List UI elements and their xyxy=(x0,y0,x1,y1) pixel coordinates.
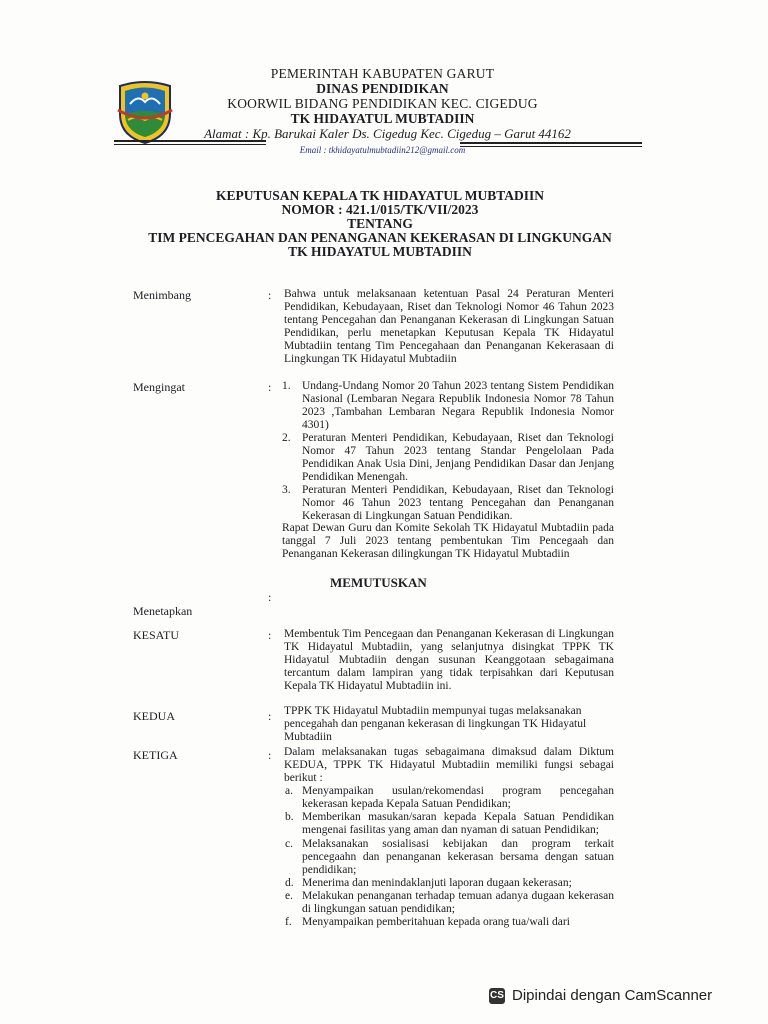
label-ketiga: KETIGA xyxy=(133,748,178,762)
label-menetapkan: Menetapkan xyxy=(133,604,193,618)
ketiga-item-a: Menyampaikan usulan/rekomendasi program pencegahan kekerasan kepada Kepala Satuan Pendidikan; xyxy=(302,785,614,810)
letterhead-address: Alamat : Kp. Barukai Kaler Ds. Cigedug Kec. Cigedug – Garut 44162 xyxy=(204,126,571,141)
garut-crest-logo xyxy=(116,80,174,144)
mengingat-item-2-num: 2. xyxy=(282,432,291,444)
kesatu-text: Membentuk Tim Pencegaan dan Penanganan Kekerasan di Lingkungan TK Hidayatul Mubtadiin, yang selanjutnya disingkat TPPK TK Hidayatul Mubtadiin dengan susunan Keanggotaan sebagaimana tercantum dalam lampiran yang tidak terpisahkan dari Keputusan Kepala TK Hidayatul Mubtadiin ini. xyxy=(284,628,614,692)
mengingat-item-1: Undang-Undang Nomor 20 Tahun 2023 tentang Sistem Pendidikan Nasional (Lembaran Negara Republik Indonesia Nomor 78 Tahun 2023 ,Tambahan Lembaran Negara Republik Indonesia Nomor 4301) xyxy=(302,380,614,431)
colon-menetapkan: : xyxy=(268,590,272,604)
label-mengingat: Mengingat xyxy=(133,380,185,394)
colon-ketiga: : xyxy=(268,748,272,762)
ketiga-item-e: Melakukan penanganan terhadap temuan adanya dugaan kekerasan di lingkungan satuan pendidikan; xyxy=(302,890,614,915)
ketiga-intro: Dalam melaksanakan tugas sebagaimana dimaksud dalam Diktum KEDUA, TPPK TK Hidayatul Mubtadiin memiliki fungsi sebagai berikut : xyxy=(284,746,614,784)
letterhead-region: KOORWIL BIDANG PENDIDIKAN KEC. CIGEDUG xyxy=(227,96,538,111)
ketiga-item-e-letter: e. xyxy=(285,890,293,902)
memutuskan-heading: MEMUTUSKAN xyxy=(330,575,427,590)
mengingat-item-1-num: 1. xyxy=(282,380,291,392)
ketiga-item-b-letter: b. xyxy=(285,811,294,823)
ketiga-item-d: Menerima dan menindaklanjuti laporan dugaan kekerasan; xyxy=(302,877,572,889)
camscanner-icon: CS xyxy=(489,988,505,1004)
decree-subject: TIM PENCEGAHAN DAN PENANGANAN KEKERASAN DI LINGKUNGAN xyxy=(148,230,612,245)
colon-mengingat: : xyxy=(268,380,272,394)
decree-title: KEPUTUSAN KEPALA TK HIDAYATUL MUBTADIIN xyxy=(215,188,545,203)
ketiga-item-f: Menyampaikan pemberitahuan kepada orang tua/wali dari xyxy=(302,916,570,928)
decree-tentang: TENTANG xyxy=(347,216,413,231)
letterhead-government: PEMERINTAH KABUPATEN GARUT xyxy=(270,66,495,81)
decree-number: NOMOR : 421.1/015/TK/VII/2023 xyxy=(281,202,479,217)
mengingat-item-3-num: 3. xyxy=(282,484,291,496)
colon-menimbang: : xyxy=(268,288,272,302)
kedua-text: TPPK TK Hidayatul Mubtadiin mempunyai tugas melaksanakan pencegahah dan penganan kekerasan di lingkungan TK Hidayatul Mubtadiin xyxy=(284,705,587,743)
ketiga-item-d-letter: d. xyxy=(285,877,294,889)
label-menimbang: Menimbang xyxy=(133,288,191,302)
label-kedua: KEDUA xyxy=(133,709,175,723)
letterhead-agency: DINAS PENDIDIKAN xyxy=(316,81,449,96)
letterhead-school: TK HIDAYATUL MUBTADIIN xyxy=(290,111,475,126)
ketiga-item-b: Memberikan masukan/saran kepada Kepala Satuan Pendidikan mengenai fasilitas yang aman dan nyaman di satuan Pendidikan; xyxy=(302,811,614,836)
camscanner-watermark: Dipindai dengan CamScanner xyxy=(512,987,713,1004)
ketiga-item-c-letter: c. xyxy=(285,838,293,850)
ketiga-item-f-letter: f. xyxy=(285,916,292,928)
decree-subject-school: TK HIDAYATUL MUBTADIIN xyxy=(288,244,472,259)
mengingat-rapat: Rapat Dewan Guru dan Komite Sekolah TK Hidayatul Mubtadiin pada tanggal 7 Juli 2023 tentang pembentukan Tim Pencegaah dan Penanganan Kekerasan dilingkungan TK Hidayatul Mubtadiin xyxy=(282,522,614,560)
label-kesatu: KESATU xyxy=(133,628,180,642)
ketiga-item-a-letter: a. xyxy=(285,785,293,797)
menimbang-text: Bahwa untuk melaksanaan ketentuan Pasal 24 Peraturan Menteri Pendidikan, Kebudayaan, Riset dan Teknologi Nomor 46 Tahun 2023 tentang Pencegahan dan Penanganan Kekerasan di Lingkungan Satuan Pendidikan, perlu menetapkan Keputusan Kepala TK Hidayatul Mubtadiin tentang Tim Pencegahaan dan Penanganan Kekerasaan di Lingkungan TK Hidayatul Mubtadiin xyxy=(284,288,614,365)
colon-kesatu: : xyxy=(268,628,272,642)
colon-kedua: : xyxy=(268,709,272,723)
letterhead-email: Email : tkhidayatulmubtadiin212@gmail.com xyxy=(299,145,466,155)
mengingat-item-3: Peraturan Menteri Pendidikan, Kebudayaan, Riset dan Teknologi Nomor 46 Tahun 2023 tentang Pencegahan dan Penanganan Kekerasan di Lingkungan Satuan Pendidikan. xyxy=(302,484,614,522)
ketiga-item-c: Melaksanakan sosialisasi kebijakan dan program terkait pencegaahn dan penanganan kekerasan bersama dengan satuan pendidikan; xyxy=(302,838,614,876)
mengingat-item-2: Peraturan Menteri Pendidikan, Kebudayaan, Riset dan Teknologi Nomor 47 Tahun 2023 tentang Standar Pengelolaan Pada Pendidikan Anak Usia Dini, Jenjang Pendidikan Dasar dan Jenjang Pendidikan Menengah. xyxy=(302,432,614,483)
